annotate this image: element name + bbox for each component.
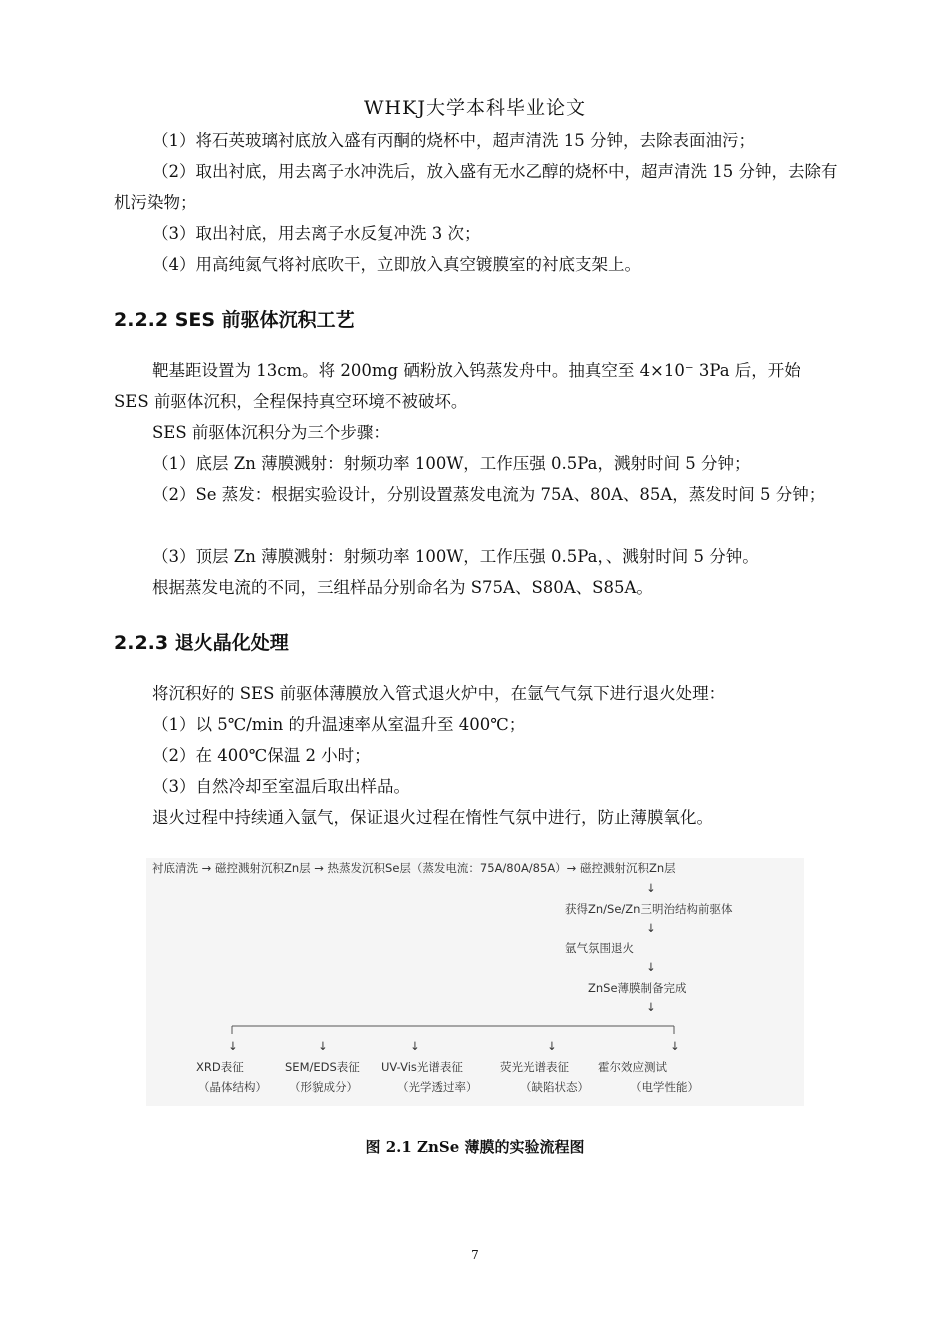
- page-number: 7: [471, 1248, 479, 1262]
- deposition-step-3: （3）顶层 Zn 薄膜溅射：射频功率 100W，工作压强 0.5Pa，、溅射时间 5 分钟。: [152, 547, 759, 566]
- branch-arrow-sem: ↓: [318, 1039, 328, 1053]
- branch-arrow-pl: ↓: [547, 1039, 557, 1053]
- char-hall-name: 霍尔效应测试: [598, 1060, 667, 1074]
- flow-arrow-1: ↓: [646, 881, 656, 895]
- branch-arrow-hall: ↓: [670, 1039, 680, 1053]
- figure-caption: 图 2.1 ZnSe 薄膜的实验流程图: [365, 1138, 585, 1156]
- deposition-paragraph: 靶基距设置为 13cm。将 200mg 硒粉放入钨蒸发舟中。抽真空至 4×10⁻ 3Pa 后，开始 SES 前驱体沉积，全程保持真空环境不被破坏。: [114, 361, 801, 411]
- page-header: WHKJ大学本科毕业论文: [364, 97, 586, 119]
- cleaning-step-2: （2）取出衬底，用去离子水冲洗后，放入盛有无水乙醇的烧杯中，超声清洗 15 分钟，去除有机污染物；: [114, 162, 838, 212]
- flow-step-anneal: 氩气氛围退火: [565, 941, 634, 955]
- char-uv-purpose: （光学透过率）: [397, 1080, 478, 1094]
- deposition-step-1: （1）底层 Zn 薄膜溅射：射频功率 100W，工作压强 0.5Pa，溅射时间 5 分钟；: [152, 454, 751, 473]
- branch-arrow-xrd: ↓: [228, 1039, 238, 1053]
- deposition-steps-intro: SES 前驱体沉积分为三个步骤：: [152, 423, 390, 442]
- anneal-step-1: （1）以 5℃/min 的升温速率从室温升至 400℃；: [152, 715, 526, 734]
- flow-arrow-2: ↓: [646, 921, 656, 935]
- anneal-step-3: （3）自然冷却至室温后取出样品。: [152, 777, 410, 796]
- section-heading-222: 2.2.2 SES 前驱体沉积工艺: [114, 309, 355, 331]
- cleaning-step-1: （1）将石英玻璃衬底放入盛有丙酮的烧杯中，超声清洗 15 分钟，去除表面油污；: [152, 131, 755, 150]
- branch-arrow-uv: ↓: [410, 1039, 420, 1053]
- char-xrd-purpose: （晶体结构）: [198, 1080, 267, 1094]
- flow-arrow-4: ↓: [646, 1000, 656, 1014]
- cleaning-step-4: （4）用高纯氮气将衬底吹干，立即放入真空镀膜室的衬底支架上。: [152, 255, 641, 274]
- anneal-intro: 将沉积好的 SES 前驱体薄膜放入管式退火炉中，在氩气气氛下进行退火处理：: [152, 684, 726, 703]
- sample-naming: 根据蒸发电流的不同，三组样品分别命名为 S75A、S80A、S85A。: [152, 578, 653, 597]
- char-xrd-name: XRD表征: [196, 1060, 244, 1074]
- anneal-step-2: （2）在 400℃保温 2 小时；: [152, 746, 371, 765]
- flow-top-line: 衬底清洗 → 磁控溅射沉积Zn层 → 热蒸发沉积Se层（蒸发电流：75A/80A/85A）→ 磁控溅射沉积Zn层: [152, 861, 676, 875]
- char-hall-purpose: （电学性能）: [630, 1080, 699, 1094]
- anneal-note: 退火过程中持续通入氩气，保证退火过程在惰性气氛中进行，防止薄膜氧化。: [152, 808, 713, 827]
- flowchart-svg: [146, 858, 804, 1106]
- flow-step-done: ZnSe薄膜制备完成: [588, 981, 687, 995]
- experiment-flowchart: [146, 858, 804, 1106]
- char-sem-name: SEM/EDS表征: [285, 1060, 360, 1074]
- flow-arrow-3: ↓: [646, 960, 656, 974]
- char-sem-purpose: （形貌成分）: [289, 1080, 358, 1094]
- char-pl-name: 荧光光谱表征: [500, 1060, 569, 1074]
- deposition-step-2: （2）Se 蒸发：根据实验设计，分别设置蒸发电流为 75A、80A、85A，蒸发时间 5 分钟；: [152, 485, 826, 504]
- char-uv-name: UV-Vis光谱表征: [381, 1060, 463, 1074]
- flow-step-precursor: 获得Zn/Se/Zn三明治结构前驱体: [565, 902, 733, 916]
- cleaning-step-3: （3）取出衬底，用去离子水反复冲洗 3 次；: [152, 224, 481, 243]
- char-pl-purpose: （缺陷状态）: [520, 1080, 589, 1094]
- section-heading-223: 2.2.3 退火晶化处理: [114, 632, 289, 654]
